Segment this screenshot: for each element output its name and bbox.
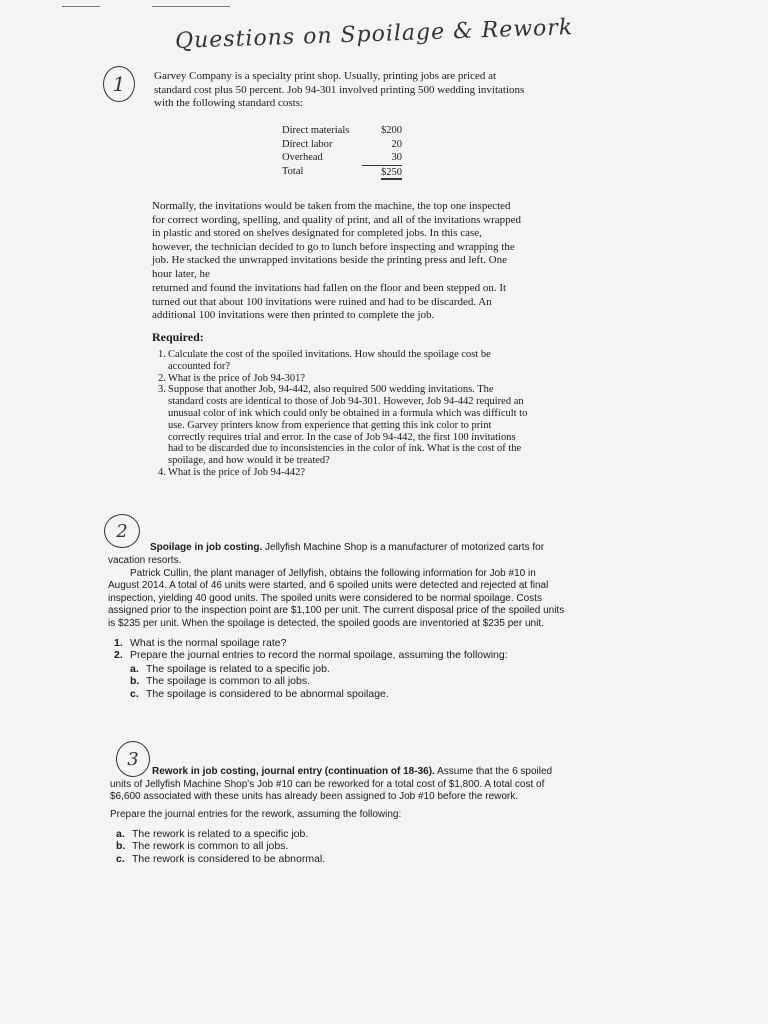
cost-amount: 20 [391, 138, 402, 150]
list-item: 2. What is the price of Job 94-301? [158, 372, 306, 384]
cost-total-row [282, 165, 402, 180]
list-item: c. The spoilage is considered to be abnormal spoilage. [130, 687, 389, 700]
scan-artifact-line [152, 6, 230, 7]
list-item: a. The rework is related to a specific job. [116, 828, 309, 840]
list-item: c. The rework is considered to be abnormal. [116, 852, 326, 865]
problem2-questions [114, 637, 554, 662]
cost-label: Direct labor [282, 138, 333, 150]
circled-number-2: 2 [104, 514, 140, 548]
problem1-questions [158, 349, 528, 479]
list-item: 3. Suppose that another Job, 94-442, also required 500 wedding invitations. The standard costs are identical to those of Job 94-301. However, Job 94-442 required an unusual color of ink which could only be obtained in a formula which was difficult to use. Garvey printers know from experience that getting this ink color to print correctly requires trial and error. In the case of Job 94-442, the first 100 invitations had to be discarded due to inconsistencies in the color of ink. What is the cost of the spoilage, and how would it be treated? [158, 384, 528, 467]
problem2-heading: Spoilage in job costing. [150, 542, 263, 553]
cost-row [282, 151, 402, 165]
problem3-heading-paragraph [110, 766, 570, 804]
problem3-heading: Rework in job costing, journal entry (continuation of 18-36). [152, 766, 435, 777]
required-heading: Required: [152, 330, 204, 344]
problem3-instruction: Prepare the journal entries for the rework, assuming the following: [110, 809, 402, 820]
list-item: b. The spoilage is common to all jobs. [130, 675, 310, 688]
cost-amount: 30 [391, 152, 402, 163]
cost-total-label: Total [282, 165, 304, 177]
problem3-subitems [116, 828, 536, 865]
list-item: 2. Prepare the journal entries to record the normal spoilage, assuming the following: [114, 649, 508, 662]
problem3-heading-rest: Assume that the 6 spoiled units of Jellyfish Machine Shop's Job #10 can be reworked for a total cost of $1,800. A total cost of $6,600 associated with these units has already been assigned to Job #10 before the rework. [110, 766, 553, 803]
scan-artifact-line [62, 6, 100, 7]
circled-number-3: 3 [116, 741, 150, 777]
problem2-body: Patrick Cullin, the plant manager of Jellyfish, obtains the following information for Job #10 in August 2014. A total of 46 units were started, and 6 spoiled units were detected and rejected at final inspection, yielding 40 good units. The spoiled units were considered to be normal spoilage. Costs assigned prior to the inspection point are $1,100 per unit. The current disposal price of the spoiled units is $235 per unit. When the spoilage is detected, the spoiled goods are inventoried at $235 per unit. [108, 568, 565, 629]
cost-label: Overhead [282, 152, 323, 163]
problem2-heading-paragraph [108, 542, 568, 567]
list-item: 1. Calculate the cost of the spoiled invitations. How should the spoilage cost be accounted for? [158, 349, 491, 372]
cost-row [282, 138, 402, 152]
list-item: a. The spoilage is related to a specific job. [130, 663, 330, 675]
list-item: 1. What is the normal spoilage rate? [114, 637, 287, 649]
problem2-subitems [130, 663, 550, 700]
problem1-paragraph-3: returned and found the invitations had fallen on the floor and been stepped on. It turned out that about 100 invitations were ruined and had to be discarded. An additional 100 invitations were then printed to complete the job. [152, 282, 507, 321]
standard-costs-table [282, 124, 402, 179]
problem1-intro: Garvey Company is a specialty print shop. Usually, printing jobs are priced at standard cost plus 50 percent. Job 94-301 involved printing 500 wedding invitations with the following standard costs: [154, 70, 525, 109]
cost-total-amount: $250 [381, 166, 402, 178]
cost-label: Direct materials [282, 125, 350, 136]
circled-number-1: 1 [103, 66, 135, 102]
problem1-paragraph-2: Normally, the invitations would be taken from the machine, the top one inspected for correct wording, spelling, and quality of print, and all of the invitations wrapped in plastic and stored on shelves designated for completed jobs. In this case, however, the technician decided to go to lunch before inspecting and wrapping the job. He stacked the unwrapped invitations beside the printing press and left. One hour later, he [152, 200, 522, 280]
problem2-heading-rest: Jellyfish Machine Shop is a manufacturer of motorized carts for vacation resorts. [108, 542, 545, 566]
list-item: b. The rework is common to all jobs. [116, 840, 289, 853]
handwritten-title: Questions on Spoilage & Rework [174, 15, 574, 54]
list-item: 4. What is the price of Job 94-442? [158, 466, 306, 478]
cost-amount: $200 [381, 125, 402, 136]
cost-row [282, 124, 402, 138]
